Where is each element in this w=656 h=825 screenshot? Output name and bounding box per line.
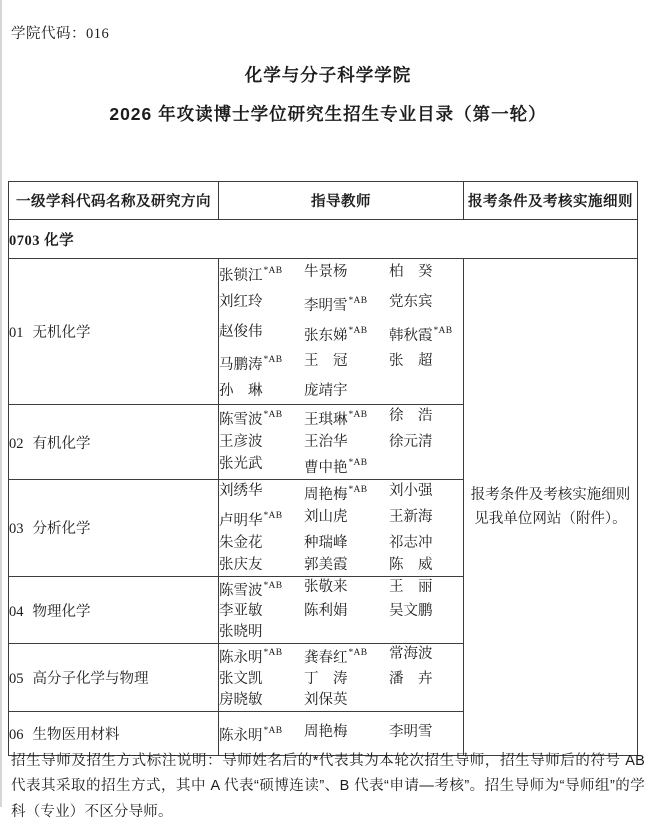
column-header: 指导教师: [219, 182, 464, 220]
supervisor-name: 柏 癸: [389, 259, 463, 289]
supervisor-line: [219, 601, 463, 622]
program-name-cell: [9, 479, 219, 576]
supervisor-name: 朱金花: [219, 532, 304, 554]
recruit-mode-mark: *AB: [264, 511, 283, 521]
supervisor-name: 刘山虎: [304, 506, 389, 532]
program-code: 01: [9, 325, 24, 341]
document-title: 化学与分子科学学院: [0, 62, 656, 87]
supervisor-name: 陈利娟: [304, 601, 389, 622]
supervisor-line: [219, 690, 463, 711]
program-code: 02: [9, 436, 24, 452]
supervisor-line: [219, 289, 463, 319]
supervisor-name: 张文凯: [219, 669, 304, 690]
section-header: 0703 化学: [9, 220, 638, 259]
supervisor-name: 陈雪波$^{*AB}$: [219, 577, 304, 602]
supervisor-name: 赵俊伟: [219, 319, 304, 349]
admissions-catalog-table: [8, 181, 638, 756]
program-title: 无机化学: [33, 325, 91, 341]
program-title: 高分子化学与物理: [33, 671, 149, 687]
supervisor-line: [219, 669, 463, 690]
supervisor-name: 刘红玲: [219, 289, 304, 319]
supervisor-lines: [219, 259, 463, 404]
supervisor-line: [219, 378, 463, 404]
supervisor-line: [219, 506, 463, 532]
supervisor-name: 刘绣华: [219, 480, 304, 506]
supervisor-name: 龚春红$^{*AB}$: [304, 644, 389, 669]
supervisor-name: 种瑞峰: [304, 532, 389, 554]
supervisor-name: 张锁江$^{*AB}$: [219, 259, 304, 289]
supervisor-line: [219, 453, 463, 479]
supervisors-cell: [219, 479, 464, 576]
recruit-mode-mark: *AB: [349, 410, 368, 420]
program-name-cell: [9, 576, 219, 644]
supervisor-name: 孙 琳: [219, 378, 304, 404]
program-name-cell: [9, 405, 219, 480]
supervisor-name: 王琪琳$^{*AB}$: [304, 405, 389, 431]
supervisors-cell: [219, 259, 464, 405]
supervisor-line: [219, 719, 463, 749]
supervisor-name: 陈永明$^{*AB}$: [219, 644, 304, 669]
supervisor-name: 陈 威: [389, 554, 463, 576]
supervisors-cell: [219, 405, 464, 480]
supervisor-name: 吴文鹏: [389, 601, 463, 622]
program-code: 06: [9, 727, 24, 743]
recruit-mode-mark: *AB: [349, 458, 368, 468]
recruit-mode-mark: *AB: [349, 648, 368, 658]
supervisor-lines: [219, 719, 463, 749]
supervisor-name: 王新海: [389, 506, 463, 532]
supervisor-name: 张东娣$^{*AB}$: [304, 319, 389, 349]
supervisor-name: 常海波: [389, 644, 463, 669]
supervisor-name: 陈雪波$^{*AB}$: [219, 405, 304, 431]
supervisor-name: 陈永明$^{*AB}$: [219, 719, 304, 749]
supervisor-name: 祁志冲: [389, 532, 463, 554]
supervisor-name: 韩秋霞$^{*AB}$: [389, 319, 463, 349]
recruit-mode-mark: *AB: [349, 485, 368, 495]
supervisor-name: 王治华: [304, 431, 389, 453]
program-name-cell: [9, 259, 219, 405]
document-subtitle: 2026 年攻读博士学位研究生招生专业目录（第一轮）: [0, 101, 656, 126]
supervisor-name: 曹中艳$^{*AB}$: [304, 453, 389, 479]
supervisor-line: [219, 348, 463, 378]
supervisor-line: [219, 532, 463, 554]
supervisor-name: 王 冠: [304, 348, 389, 378]
program-code: 04: [9, 604, 24, 620]
program-name-cell: [9, 644, 219, 712]
supervisor-name: 李明雪$^{*AB}$: [304, 289, 389, 319]
supervisor-name: 庞靖宇: [304, 378, 389, 404]
program-title: 生物医用材料: [33, 727, 120, 743]
supervisor-name: 张 超: [389, 348, 463, 378]
supervisor-name: 房晓敏: [219, 690, 304, 711]
program-title: 物理化学: [33, 604, 91, 620]
supervisor-name: 张晓明: [219, 622, 304, 643]
college-code: 学院代码：016: [11, 22, 109, 43]
table-header-row: [9, 182, 638, 220]
recruit-mode-mark: *AB: [349, 296, 368, 306]
supervisor-name: 潘 卉: [389, 669, 463, 690]
supervisor-name: 卢明华$^{*AB}$: [219, 506, 304, 532]
supervisor-name: 李明雪: [389, 719, 463, 749]
recruit-mode-mark: *AB: [264, 355, 283, 365]
supervisor-name: 刘保英: [304, 690, 389, 711]
recruit-mode-mark: *AB: [434, 326, 453, 336]
program-code: 05: [9, 671, 24, 687]
supervisor-line: [219, 431, 463, 453]
section-row: [9, 220, 638, 259]
supervisor-name: 李亚敏: [219, 601, 304, 622]
conditions-note-cell: 报考条件及考核实施细则见我单位网站（附件）。: [464, 259, 638, 756]
recruit-mode-mark: *AB: [264, 648, 283, 658]
supervisor-lines: [219, 405, 463, 479]
recruit-mode-mark: *AB: [349, 326, 368, 336]
supervisor-line: [219, 319, 463, 349]
supervisor-name: 王彦波: [219, 431, 304, 453]
recruit-mode-mark: *AB: [264, 581, 283, 591]
supervisor-name: 刘小强: [389, 480, 463, 506]
supervisors-cell: [219, 576, 464, 644]
supervisor-line: [219, 554, 463, 576]
program-row-01: [9, 259, 638, 405]
supervisor-lines: [219, 644, 463, 711]
recruit-mode-mark: *AB: [264, 410, 283, 420]
supervisor-name: 张光武: [219, 453, 304, 479]
supervisor-name: 徐元清: [389, 431, 463, 453]
program-title: 分析化学: [33, 521, 91, 537]
supervisor-line: [219, 480, 463, 506]
supervisor-line: [219, 577, 463, 602]
supervisor-name: 郭美霞: [304, 554, 389, 576]
supervisor-line: [219, 644, 463, 669]
recruit-mode-mark: *AB: [264, 726, 283, 736]
recruit-mode-mark: *AB: [264, 266, 283, 276]
column-header: 报考条件及考核实施细则: [464, 182, 638, 220]
supervisor-name: 周艳梅: [304, 719, 389, 749]
supervisors-cell: [219, 644, 464, 712]
supervisor-line: [219, 622, 463, 643]
supervisor-name: 徐 浩: [389, 405, 463, 431]
supervisor-name: 王 丽: [389, 577, 463, 602]
supervisor-name: 马鹏涛$^{*AB}$: [219, 348, 304, 378]
footnote: 招生导师及招生方式标注说明：导师姓名后的*代表其为本轮次招生导师，招生导师后的符号 AB 代表其采取的招生方式，其中 A 代表“硕博连读”、B 代表“申请—考核”。招生导师为“导师组”的学科（专业）不区分导师。: [11, 749, 645, 825]
supervisor-lines: [219, 480, 463, 576]
supervisor-name: 牛景杨: [304, 259, 389, 289]
supervisor-name: 张敬来: [304, 577, 389, 602]
supervisor-lines: [219, 577, 463, 644]
supervisor-line: [219, 259, 463, 289]
supervisor-name: 党东宾: [389, 289, 463, 319]
program-title: 有机化学: [33, 436, 91, 452]
program-code: 03: [9, 521, 24, 537]
supervisor-name: 张庆友: [219, 554, 304, 576]
column-header: 一级学科代码名称及研究方向: [9, 182, 219, 220]
supervisor-name: 丁 涛: [304, 669, 389, 690]
supervisor-line: [219, 405, 463, 431]
supervisor-name: 周艳梅$^{*AB}$: [304, 480, 389, 506]
